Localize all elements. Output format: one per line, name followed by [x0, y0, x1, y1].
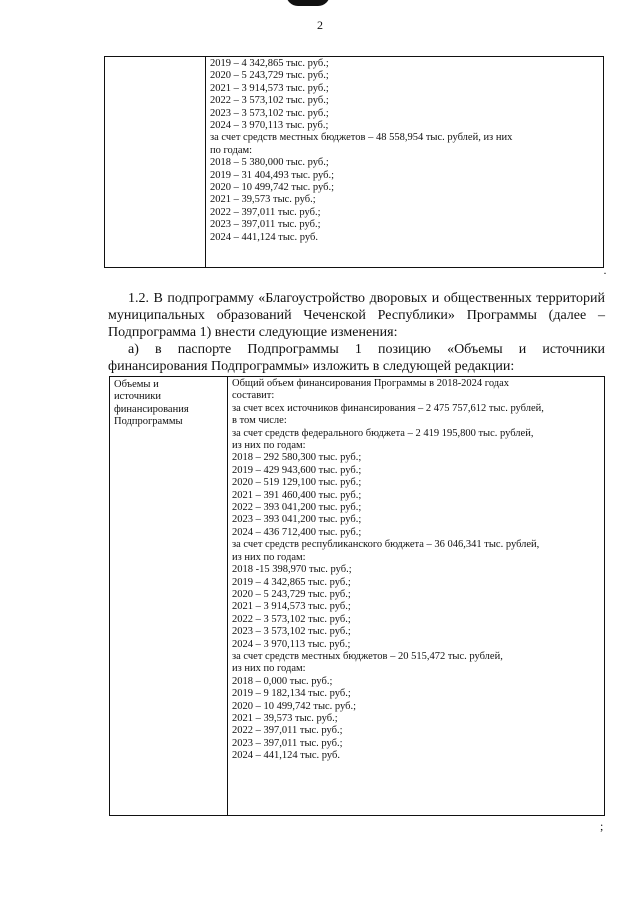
text-line: 2024 – 3 970,113 тыс. руб.; — [210, 120, 329, 132]
text-line: 2018 – 0,000 тыс. руб.; — [232, 675, 333, 687]
text-line: Объемы и — [114, 379, 159, 390]
funding-label-cell — [110, 377, 228, 816]
text-line: 2024 – 436 712,400 тыс. руб.; — [232, 526, 362, 538]
text-line: 2022 – 3 573,102 тыс. руб.; — [210, 95, 329, 107]
subprogram-funding-table — [109, 376, 605, 816]
semicolon-mark: ; — [600, 819, 604, 833]
text-line: за счет средств федерального бюджета – 2 419 195,800 тыс. рублей, — [232, 427, 534, 439]
text-line: 2019 – 31 404,493 тыс. руб.; — [210, 169, 335, 181]
text-line: 2023 – 393 041,200 тыс. руб.; — [232, 514, 362, 526]
text-line: в том числе: — [232, 415, 287, 427]
text-line: 2024 – 441,124 тыс. руб. — [210, 231, 318, 243]
text-line: финансирования — [114, 403, 189, 415]
text-line: за счет средств республиканского бюджета – 36 046,341 тыс. рублей, — [232, 539, 540, 551]
continued-table-left-cell — [105, 57, 206, 268]
text-line: из них по годам: — [232, 551, 306, 563]
text-line: 2020 – 5 243,729 тыс. руб.; — [232, 588, 351, 600]
continued-table-lines — [206, 57, 603, 245]
text-line: 2018 – 5 380,000 тыс. руб.; — [210, 157, 329, 169]
text-line: 2019 – 4 342,865 тыс. руб.; — [232, 576, 351, 588]
text-line: 2018 -15 398,970 тыс. руб.; — [232, 564, 352, 576]
text-line: 2021 – 39,573 тыс. руб.; — [232, 712, 338, 724]
text-line: 2023 – 397,011 тыс. руб.; — [210, 219, 321, 231]
funding-values-cell — [228, 377, 605, 816]
text-line: по годам: — [210, 144, 253, 156]
text-line: 2021 – 391 460,400 тыс. руб.; — [232, 489, 362, 501]
text-line: 2023 – 397,011 тыс. руб.; — [232, 737, 343, 749]
text-line: источники — [114, 391, 161, 403]
text-line: из них по годам: — [232, 663, 306, 675]
text-line: 2022 – 397,011 тыс. руб.; — [210, 206, 321, 218]
text-line: 2021 – 3 914,573 тыс. руб.; — [210, 82, 329, 94]
text-line: Подпрограммы — [114, 416, 183, 428]
funding-label-lines — [110, 377, 227, 431]
text-line: 2021 – 3 914,573 тыс. руб.; — [232, 601, 351, 613]
page-number: 2 — [317, 18, 323, 32]
text-line: 2020 – 5 243,729 тыс. руб.; — [210, 70, 329, 82]
text-line: 2023 – 3 573,102 тыс. руб.; — [210, 107, 329, 119]
text-line: 2020 – 10 499,742 тыс. руб.; — [210, 182, 335, 194]
dot-mark: · — [603, 266, 607, 280]
text-line: 2023 – 3 573,102 тыс. руб.; — [232, 626, 351, 638]
text-line: за счет всех источников финансирования – 2 475 757,612 тыс. рублей, — [232, 402, 544, 414]
paragraph-1-2: 1.2. В подпрограмму «Благоустройство дворовых и общественных территорий муниципальных образований Чеченской Республики» Программы (далее – Подпрограмма 1) внести следующие изменения: — [108, 291, 605, 340]
text-line: 2022 – 397,011 тыс. руб.; — [232, 725, 343, 737]
text-line: 2024 – 441,124 тыс. руб. — [232, 750, 340, 762]
text-line: 2019 – 4 342,865 тыс. руб.; — [210, 58, 329, 69]
text-line: 2020 – 10 499,742 тыс. руб.; — [232, 700, 357, 712]
text-line: 2022 – 3 573,102 тыс. руб.; — [232, 613, 351, 625]
paragraph-a: а) в паспорте Подпрограммы 1 позицию «Объемы и источники финансирования Подпрограммы» изложить в следующей редакции: — [108, 342, 605, 374]
text-line: 2018 – 292 580,300 тыс. руб.; — [232, 452, 362, 464]
text-line: за счет средств местных бюджетов – 20 515,472 тыс. рублей, — [232, 650, 503, 662]
text-line: за счет средств местных бюджетов – 48 558,954 тыс. рублей, из них — [210, 132, 513, 144]
funding-values-lines — [228, 377, 604, 764]
continued-funding-table — [104, 56, 604, 268]
text-line: Общий объем финансирования Программы в 2018-2024 годах — [232, 378, 510, 389]
text-line: 2022 – 393 041,200 тыс. руб.; — [232, 502, 362, 514]
text-line: 2020 – 519 129,100 тыс. руб.; — [232, 477, 362, 489]
text-line: 2019 – 429 943,600 тыс. руб.; — [232, 464, 362, 476]
continued-table-right-cell — [206, 57, 604, 268]
text-line: из них по годам: — [232, 440, 306, 452]
text-line: составит: — [232, 390, 275, 402]
text-line: 2021 – 39,573 тыс. руб.; — [210, 194, 316, 206]
text-line: 2019 – 9 182,134 тыс. руб.; — [232, 688, 351, 700]
text-line: 2024 – 3 970,113 тыс. руб.; — [232, 638, 351, 650]
amendment-text — [108, 290, 605, 375]
top-ink-blot — [286, 0, 330, 6]
